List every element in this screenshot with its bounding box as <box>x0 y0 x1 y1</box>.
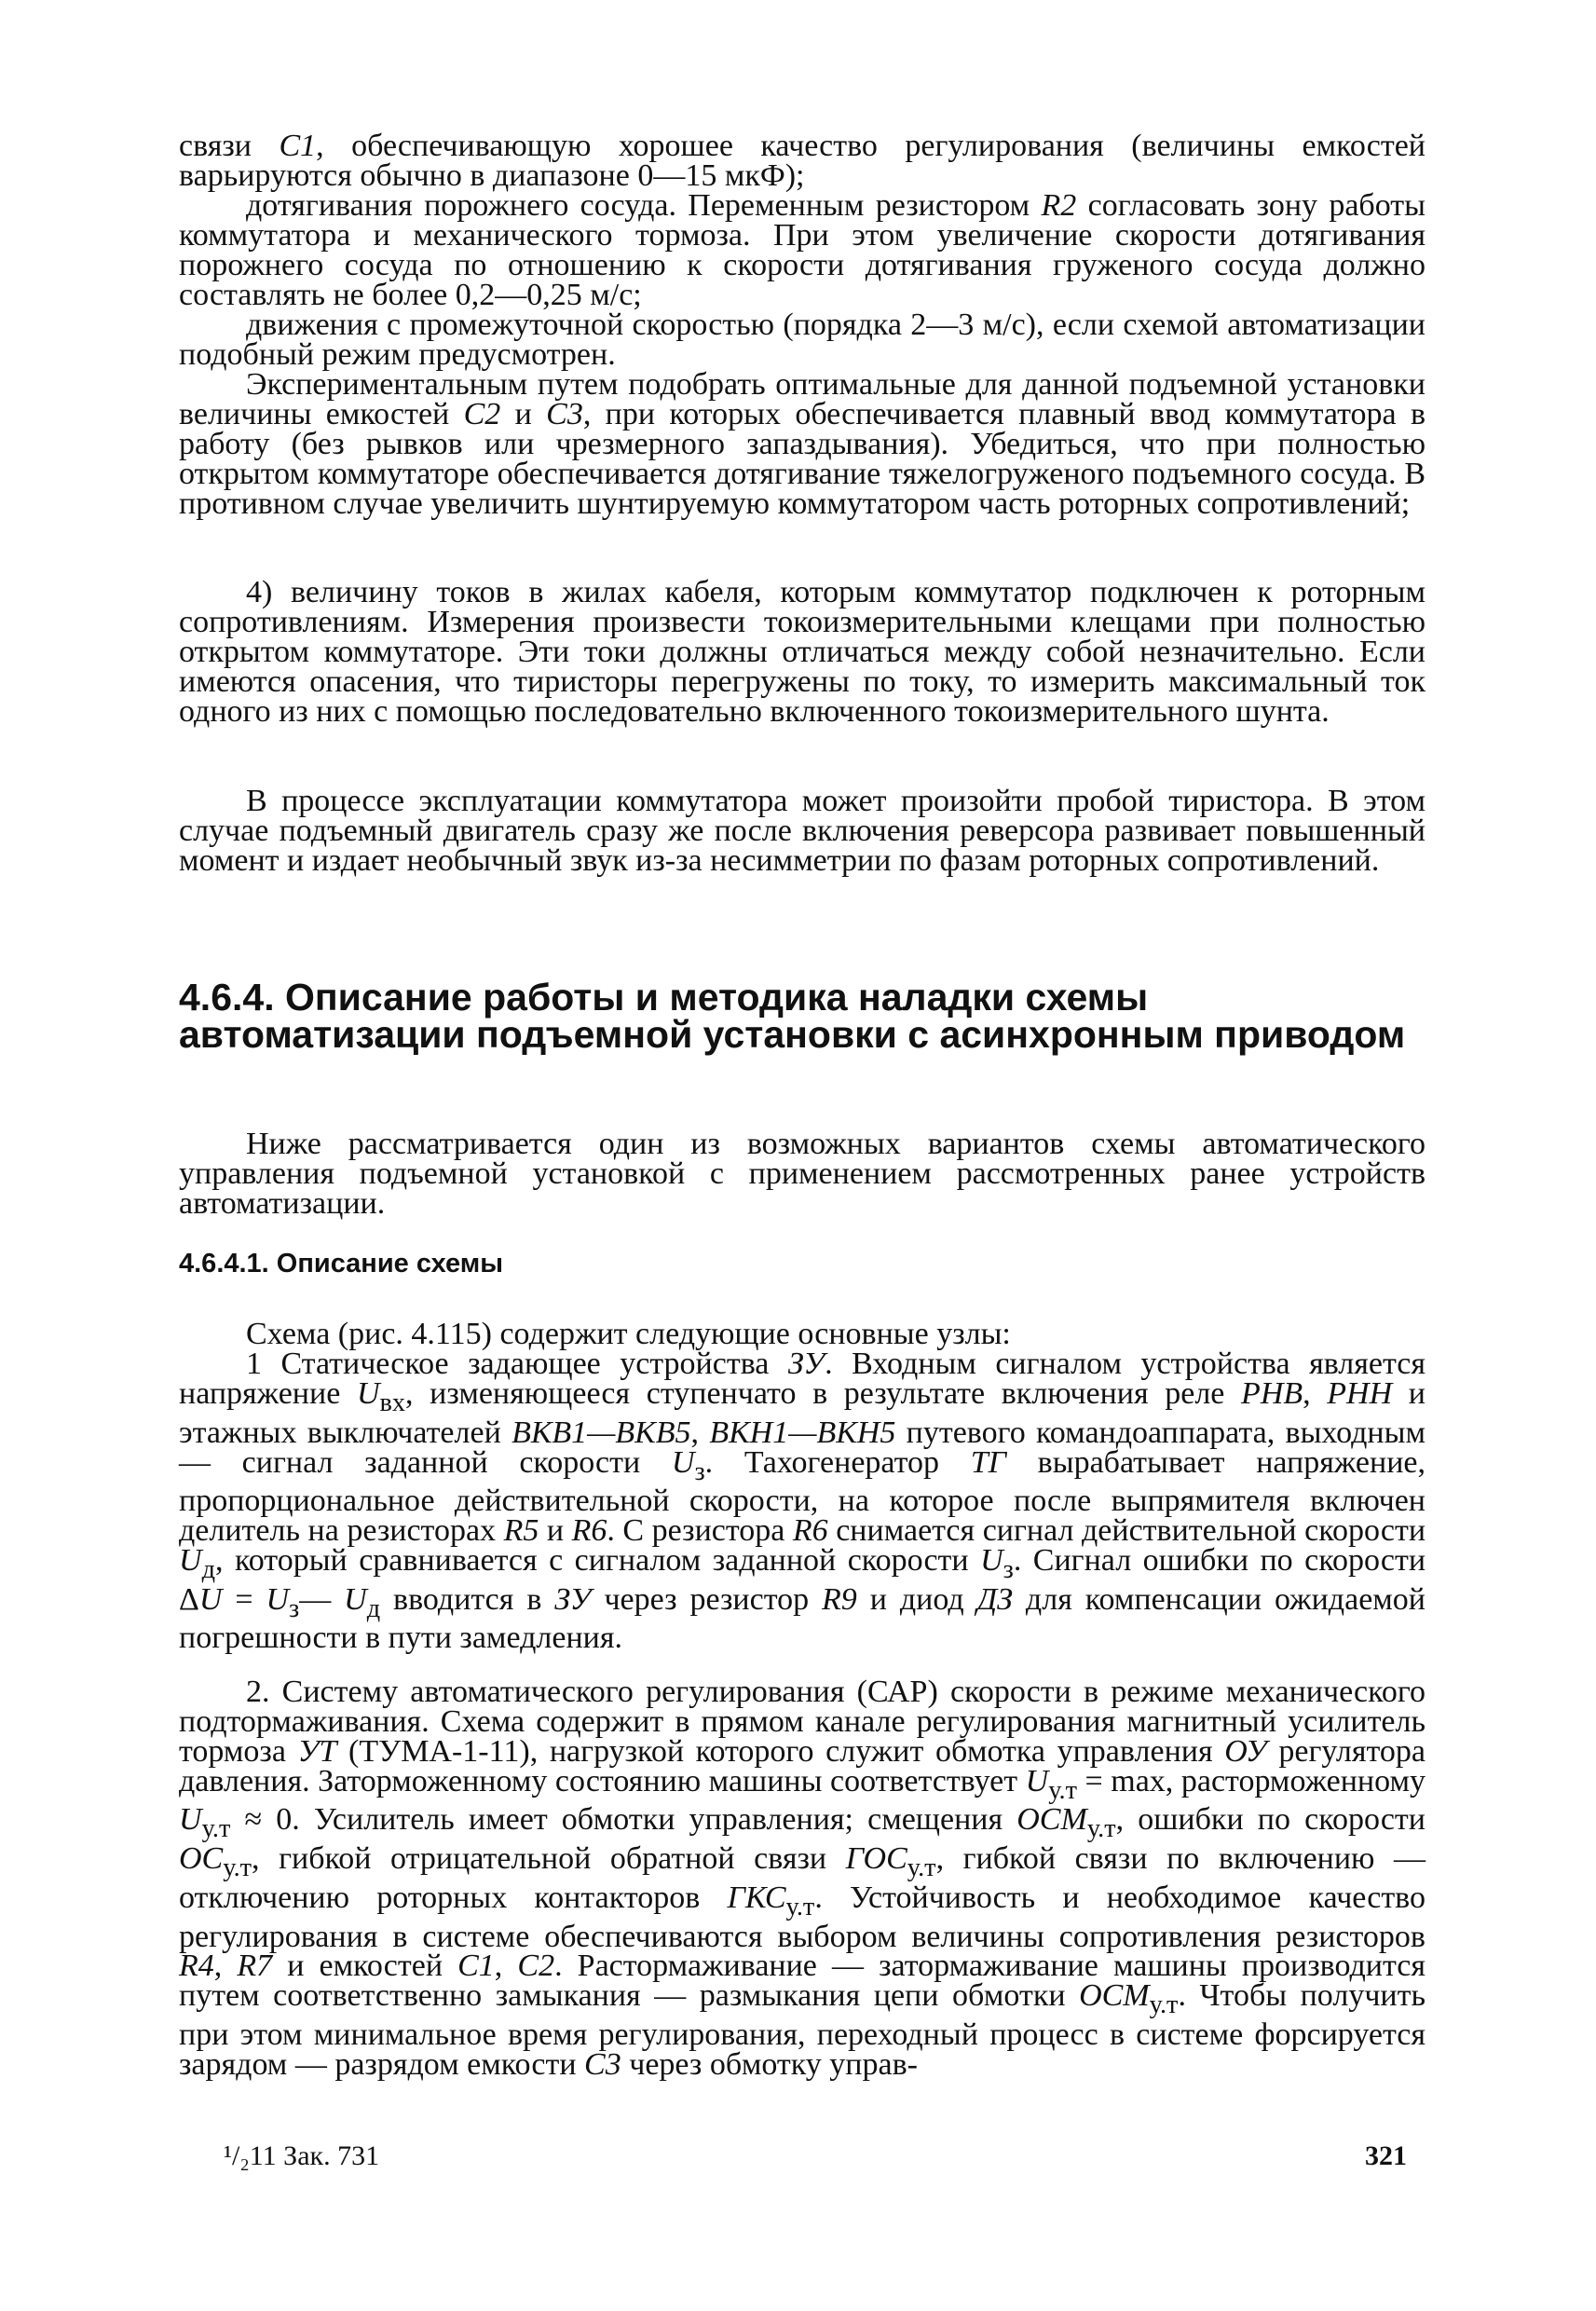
paragraph: движения с промежуточной скоростью (порядка 2—3 м/с), если схемой автоматизации подобный режим предусмотрен. <box>179 308 1425 372</box>
paragraph: Экспериментальным путем подобрать оптимальные для данной подъемной установки величины емкостей C2 и C3, при которых обеспечивается плавный ввод коммутатора в работу (без рывков или чрезмерного запаздывания). Убедиться, что при полностью открытом коммутаторе обеспечивается дотягивание тяжелогруженого подъемного сосуда. В противном случае увеличить шунтируемую коммутатором часть роторных сопротивлений; <box>179 367 1426 521</box>
paragraph: В процессе эксплуатации коммутатора может произойти пробой тиристора. В этом случае подъемный двигатель сразу же после включения реверсора развивает повышенный момент и издает необычный звук из-за несимметрии по фазам роторных сопротивлений. <box>179 784 1425 878</box>
paragraph: Ниже рассматривается один из возможных вариантов схемы автоматического управления подъемной установкой с применением рассмотренных ранее устройств автоматизации. <box>179 1127 1425 1221</box>
paragraph: дотягивания порожнего сосуда. Переменным резистором R2 согласовать зону работы коммутатора и механического тормоза. При этом увеличение скорости дотягивания порожнего сосуда по отношению к скорости дотягивания груженого сосуда должно составлять не более 0,2—0,25 м/с; <box>179 188 1425 312</box>
paragraph: 2. Систему автоматического регулирования (САР) скорости в режиме механического подтормаживания. Схема содержит в прямом канале регулирования магнитный усилитель тормоза УТ (ТУМА-1-11), нагрузкой которого служит обмотка управления ОУ регулятора давления. Заторможенному состоянию машины соответствует $U_{у.т} = \max$, расторможенному $U_{у.т} \approx 0$. Усилитель имеет обмотки управления; смещения $ОСМ_{у.т}$, ошибки по скорости $ОС_{у.т}$, гибкой отрицательной обратной связи $ГОС_{у.т}$, гибкой связи по включению — отключению роторных контакторов $ГКС_{у.т}$. Устойчивость и необходимое качество регулирования в системе обеспечиваются выбором величины сопротивления резисторов R4, R7 и емкостей C1, C2. Растормаживание — затормаживание машины производится путем соответственно замыкания — размыкания цепи обмотки $ОСМ_{у.т}$. Чтобы получить при этом минимальное время регулирования, переходный процесс в системе форсируется зарядом — разрядом емкости C3 через обмотку управ- <box>179 1675 1426 2082</box>
printer-signature: ¹/₂11 Зак. 731 <box>224 2140 380 2171</box>
paragraph: Схема (рис. 4.115) содержит следующие основные узлы: <box>246 1317 1011 1351</box>
page-number: 321 <box>1365 2140 1407 2171</box>
section-heading: 4.6.4. Описание работы и методика наладки схемы автоматизации подъемной установки с асинхронным приводом <box>179 976 1406 1056</box>
paragraph: связи C1, обеспечивающую хорошее качество регулирования (величины емкостей варьируются обычно в диапазоне 0—15 мкФ); <box>179 129 1425 193</box>
paragraph: 4) величину токов в жилах кабеля, которым коммутатор подключен к роторным сопротивлениям. Измерения произвести токоизмерительными клещами при полностью открытом коммутаторе. Эти токи должны отличаться между собой незначительно. Если имеются опасения, что тиристоры перегружены по току, то измерить максимальный ток одного из них с помощью последовательно включенного токоизмерительного шунта. <box>179 575 1425 729</box>
subsection-heading: 4.6.4.1. Описание схемы <box>179 1249 503 1279</box>
paragraph: 1 Статическое задающее устройства ЗУ. Входным сигналом устройства является напряжение $U_{вх}$, изменяющееся ступенчато в результате включения реле РНВ, РНН и этажных выключателей ВКВ1—ВКВ5, ВКН1—ВКН5 путевого командоаппарата, выходным — сигнал заданной скорости $U_з$. Тахогенератор ТГ вырабатывает напряжение, пропорциональное действительной скорости, на которое после выпрямителя включен делитель на резисторах R5 и R6. С резистора R6 снимается сигнал действительной скорости $U_д$, который сравнивается с сигналом заданной скорости $U_з$. Сигнал ошибки по скорости $\Delta U = U_з—$ $U_д$ вводится в ЗУ через резистор R9 и диод ДЗ для компенсации ожидаемой погрешности в пути замедления. <box>179 1347 1426 1656</box>
